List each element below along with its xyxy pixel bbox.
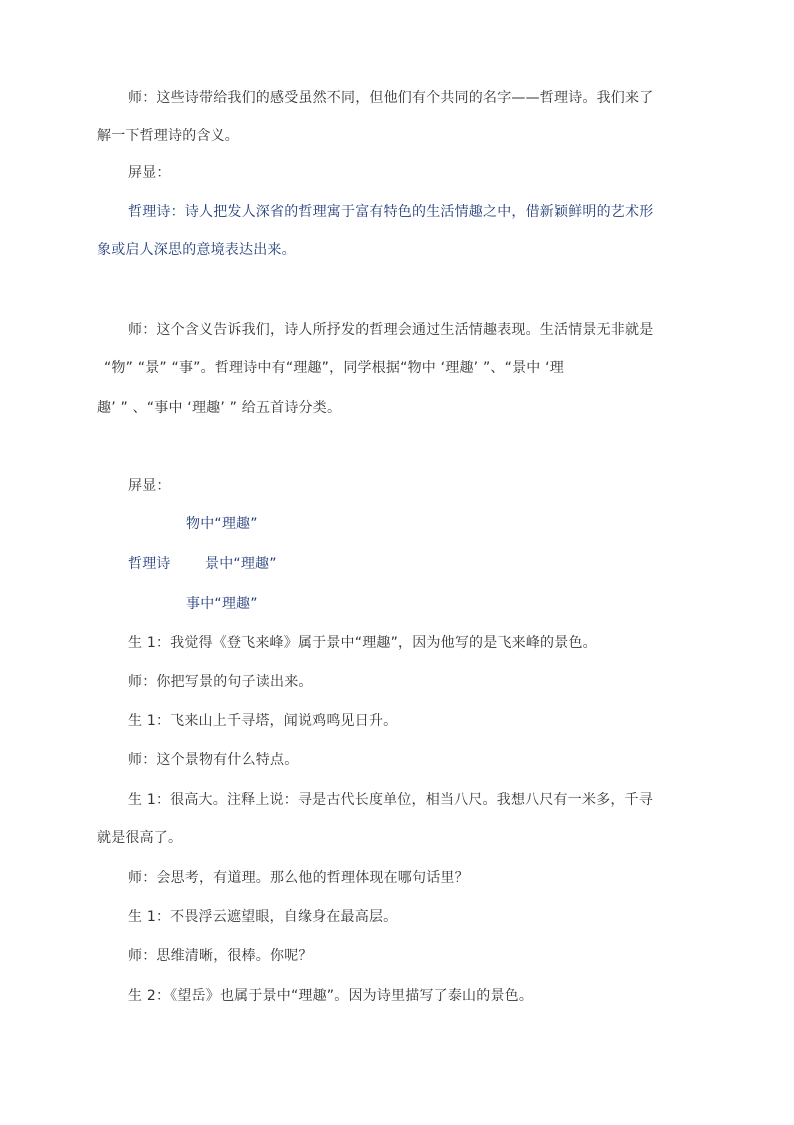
- dialogue-line: 就是很高了。: [97, 830, 183, 846]
- screen-label: 屏显：: [128, 165, 171, 181]
- para2-line3: 趣’ ” 、“事中 ‘理趣’ ” 给五首诗分类。: [97, 400, 342, 416]
- classification-root: 哲理诗: [128, 556, 171, 572]
- dialogue-line: 生 1：不畏浮云遮望眼，自缘身在最高层。: [128, 909, 398, 925]
- dialogue-line: 师：思维清晰，很棒。你呢？: [128, 948, 313, 964]
- dialogue-line: 师：你把写景的句子读出来。: [128, 674, 313, 690]
- dialogue-line: 师：这个景物有什么特点。: [128, 752, 299, 768]
- classification-item-jing: 景中“理趣”: [205, 556, 277, 572]
- para1-line2: 解一下哲理诗的含义。: [97, 128, 239, 144]
- para1-line1: 师：这些诗带给我们的感受虽然不同，但他们有个共同的名字——哲理诗。我们来了: [128, 90, 654, 106]
- para2-line1: 师：这个含义告诉我们，诗人所抒发的哲理会通过生活情趣表现。生活情景无非就是: [128, 322, 654, 338]
- definition-line1: 哲理诗：诗人把发人深省的哲理寓于富有特色的生活情趣之中，借新颖鲜明的艺术形: [128, 204, 654, 220]
- classification-item-wu: 物中“理趣”: [186, 516, 258, 532]
- dialogue-line: 生 1：我觉得《登飞来峰》属于景中“理趣”，因为他写的是飞来峰的景色。: [128, 635, 597, 651]
- dialogue-line: 师：会思考，有道理。那么他的哲理体现在哪句话里？: [128, 870, 469, 886]
- dialogue-line: 生 1：很高大。注释上说：寻是古代长度单位，相当八尺。我想八尺有一米多，千寻: [128, 792, 653, 808]
- dialogue-line: 生 1：飞来山上千寻塔，闻说鸡鸣见日升。: [128, 713, 398, 729]
- screen-label: 屏显：: [128, 478, 171, 494]
- dialogue-line: 生 2：《望岳》也属于景中“理趣”。因为诗里描写了泰山的景色。: [128, 988, 534, 1004]
- definition-line2: 象或启人深思的意境表达出来。: [97, 242, 296, 258]
- classification-item-shi: 事中“理趣”: [186, 596, 258, 612]
- para2-line2: “物” “景” “事”。哲理诗中有“理趣”，同学根据“物中 ‘理趣’ ”、“景中 ‘理: [104, 360, 564, 376]
